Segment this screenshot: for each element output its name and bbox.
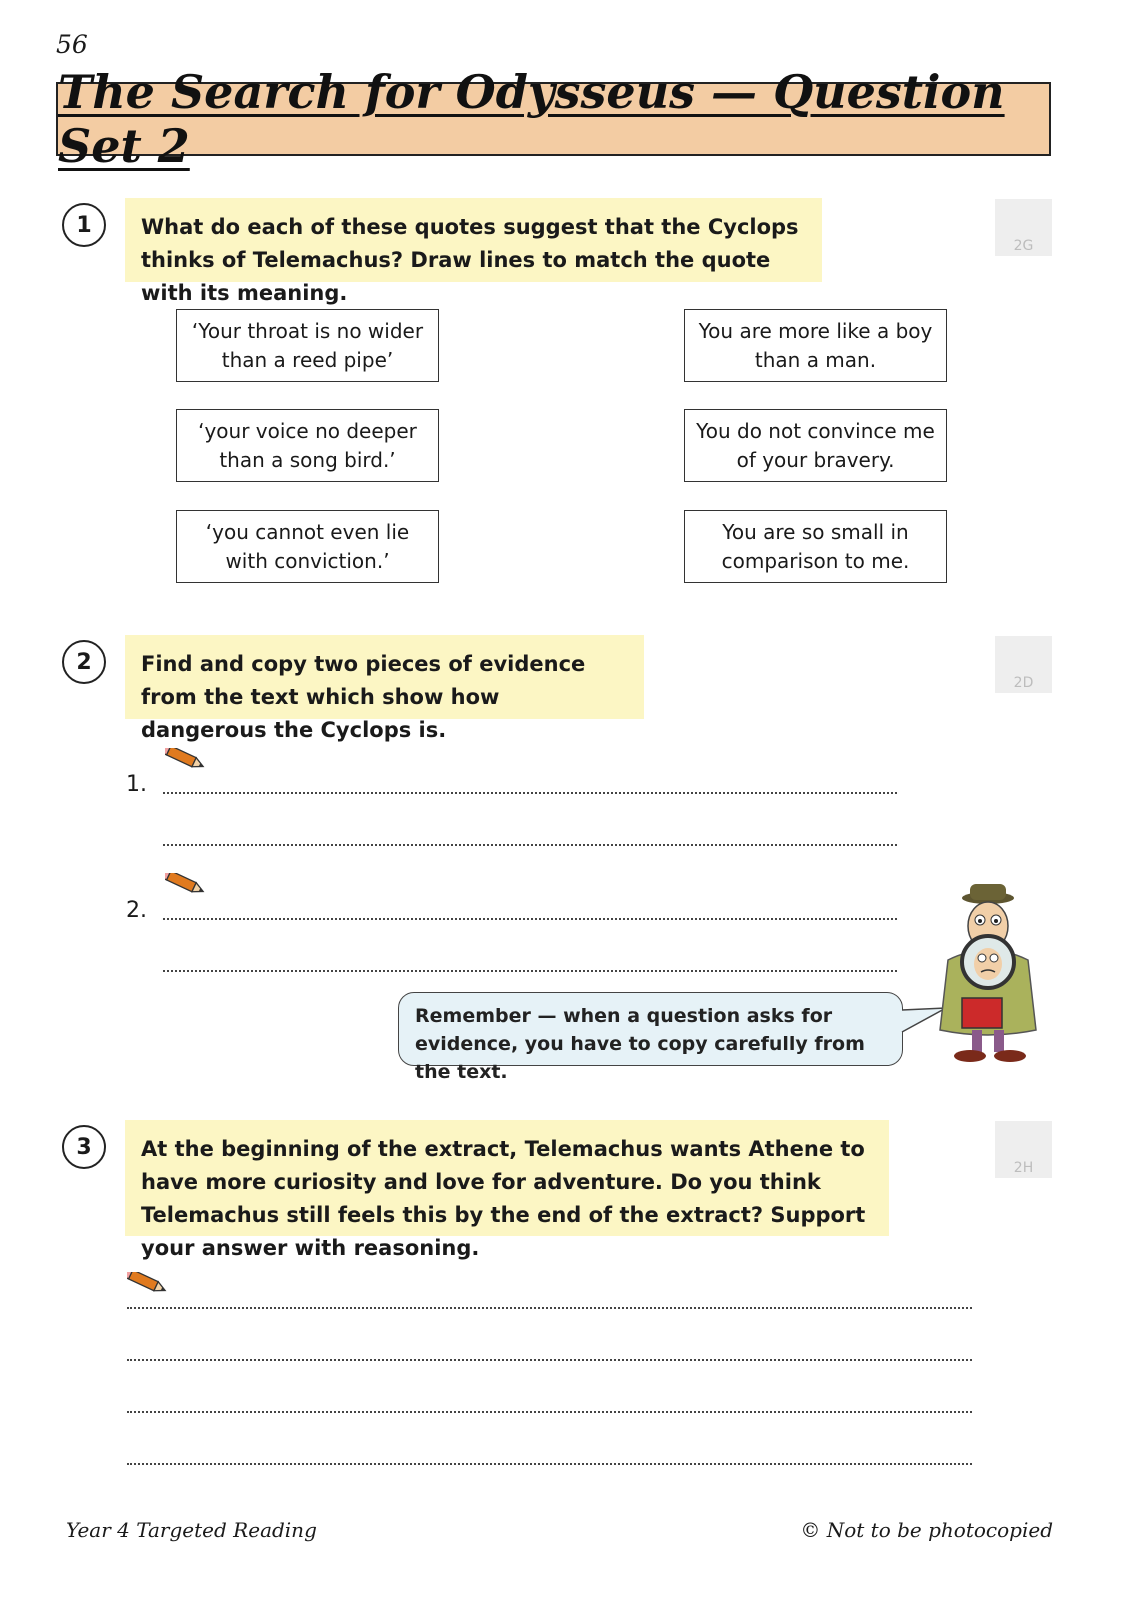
question-3-text: At the beginning of the extract, Telemachus wants Athene to have more curiosity and love for adventure. Do you think Telemachus still feels this by the end of the extract? Support your answer with reasoning.	[125, 1120, 889, 1236]
tip-text: Remember — when a question asks for evidence, you have to copy carefully from the text.	[415, 1005, 865, 1083]
pencil-icon	[165, 748, 211, 778]
pencil-icon	[165, 873, 211, 903]
meaning-box-1[interactable]: You are more like a boy than a man.	[684, 309, 947, 382]
question-1-text: What do each of these quotes suggest that the Cyclops thinks of Telemachus? Draw lines to match the quote with its meaning.	[125, 198, 822, 282]
question-2-code: 2D	[995, 636, 1052, 693]
answer-line[interactable]	[163, 970, 897, 972]
answer-line[interactable]	[163, 918, 897, 920]
page-title: The Search for Odysseus — Question Set 2	[58, 65, 1005, 173]
quote-box-1[interactable]: ‘Your throat is no wider than a reed pipe’	[176, 309, 439, 382]
page-number: 56	[56, 30, 88, 59]
question-1-number: 1	[62, 203, 106, 247]
question-3-number: 3	[62, 1125, 106, 1169]
question-3-code: 2H	[995, 1121, 1052, 1178]
answer-line[interactable]	[127, 1307, 972, 1309]
answer-line[interactable]	[127, 1359, 972, 1361]
title-banner	[56, 65, 1051, 173]
question-2-text: Find and copy two pieces of evidence from the text which show how dangerous the Cyclops is.	[125, 635, 644, 719]
question-1-code: 2G	[995, 199, 1052, 256]
tip-speech-bubble	[398, 992, 903, 1083]
meaning-box-3[interactable]: You are so small in comparison to me.	[684, 510, 947, 583]
footer-left: Year 4 Targeted Reading	[66, 1518, 317, 1542]
detective-mascot-icon	[928, 880, 1048, 1070]
answer-line[interactable]	[127, 1463, 972, 1465]
answer-label-1: 1.	[126, 772, 147, 797]
quote-box-3[interactable]: ‘you cannot even lie with conviction.’	[176, 510, 439, 583]
question-2-number: 2	[62, 640, 106, 684]
answer-line[interactable]	[127, 1411, 972, 1413]
pencil-icon	[127, 1272, 173, 1302]
answer-label-2: 2.	[126, 898, 147, 923]
answer-line[interactable]	[163, 792, 897, 794]
footer-right: © Not to be photocopied	[800, 1518, 1053, 1542]
quote-box-2[interactable]: ‘your voice no deeper than a song bird.’	[176, 409, 439, 482]
meaning-box-2[interactable]: You do not convince me of your bravery.	[684, 409, 947, 482]
answer-line[interactable]	[163, 844, 897, 846]
